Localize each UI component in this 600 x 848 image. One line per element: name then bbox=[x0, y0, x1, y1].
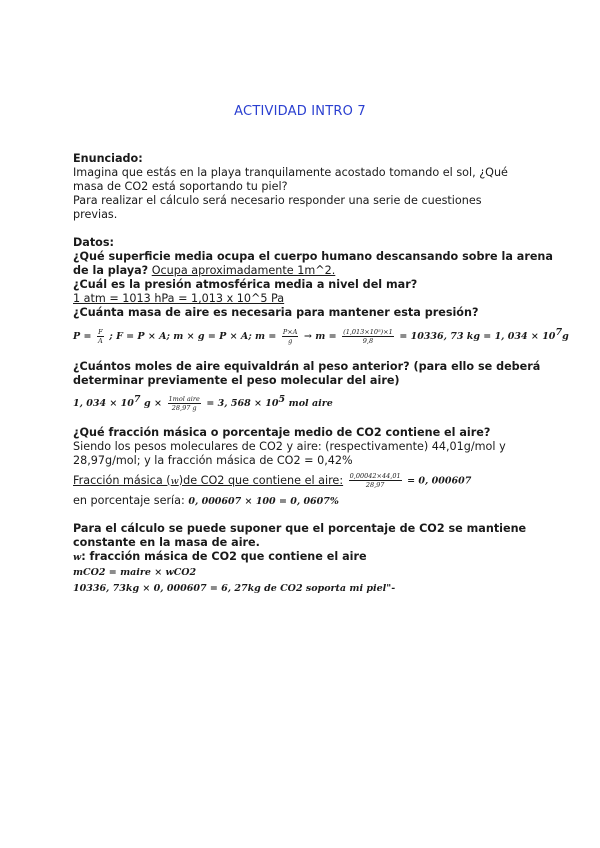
eq-middle: ; F = P × A; m × g = P × A; m = bbox=[109, 331, 277, 342]
fraction-numerator: F bbox=[98, 327, 103, 336]
fraction-co2 bbox=[349, 472, 402, 489]
w-definition-text: : fracción másica de CO2 que contiene el aire bbox=[81, 550, 367, 563]
fraction-denominator: A bbox=[97, 336, 103, 345]
eq-mass-exponent: 7 bbox=[133, 394, 141, 405]
question-fraction: ¿Qué fracción másica o porcentaje medio de CO2 contiene el aire? bbox=[73, 426, 491, 439]
eq-moles-unit: mol aire bbox=[288, 398, 333, 409]
fraction-pa-over-g bbox=[282, 328, 299, 345]
eq-times: g × bbox=[144, 398, 162, 409]
equation-mco2: mCO2 = maire × wCO2 bbox=[73, 567, 197, 578]
percentage-label: en porcentaje sería: bbox=[73, 494, 185, 507]
question-surface-line-1: ¿Qué superficie media ocupa el cuerpo humano descansando sobre la arena bbox=[73, 250, 553, 263]
w-definition bbox=[73, 550, 367, 565]
fraction-numerator: (1,013×10⁵)×1 bbox=[343, 327, 393, 336]
fraction-f-over-a bbox=[97, 328, 104, 345]
label-part: )de CO2 que contiene el aire: bbox=[178, 473, 344, 487]
question-surface-line-2 bbox=[73, 264, 335, 278]
question-moles-line-1: ¿Cuántos moles de aire equivaldrán al peso anterior? (para ello se deberá bbox=[73, 360, 541, 373]
eq-p-label: P = bbox=[73, 331, 92, 342]
fraction-denominator: 28,97 bbox=[365, 481, 385, 489]
answer-pressure: 1 atm = 1013 hPa = 1,013 x 10^5 Pa bbox=[73, 292, 285, 305]
question-surface-tail: de la playa? bbox=[73, 264, 149, 277]
enunciado-line-2: masa de CO2 está soportando tu piel? bbox=[73, 180, 288, 193]
percentage-line bbox=[73, 494, 339, 509]
answer-surface: Ocupa aproximadamente 1m^2. bbox=[151, 264, 336, 277]
eq-moles-result: = 3, 568 × 10 bbox=[206, 398, 279, 409]
fraction-numerator: 1mol aire bbox=[168, 394, 200, 403]
fraction-denominator: 9,8 bbox=[362, 336, 374, 345]
final-line-2: constante en la masa de aire. bbox=[73, 536, 260, 549]
equation-air-mass bbox=[73, 326, 569, 345]
fraction-line-3: 28,97g/mol; y la fracción másica de CO2 = 0,42% bbox=[73, 454, 353, 467]
fraction-numerator: P×A bbox=[282, 327, 298, 336]
fraction-molar-mass bbox=[168, 395, 201, 412]
percentage-equation: 0, 000607 × 100 = 0, 0607% bbox=[188, 496, 339, 507]
mass-fraction-label bbox=[73, 474, 343, 487]
datos-label: Datos: bbox=[73, 236, 115, 249]
question-air-mass: ¿Cuánta masa de aire es necesaria para mantener esta presión? bbox=[73, 306, 479, 319]
equation-final-result: 10336, 73kg × 0, 000607 = 6, 27kg de CO2 soporta mi piel"- bbox=[73, 583, 396, 594]
eq-result-exponent: 7 bbox=[555, 327, 563, 338]
mass-fraction-result: = 0, 000607 bbox=[407, 475, 472, 487]
w-symbol: w bbox=[170, 475, 179, 487]
w-symbol: w bbox=[73, 552, 82, 563]
question-moles-line-2: determinar previamente el peso molecular del aire) bbox=[73, 374, 400, 387]
fraction-denominator: 28,97 g bbox=[171, 403, 197, 412]
final-line-1: Para el cálculo se puede suponer que el porcentaje de CO2 se mantiene bbox=[73, 522, 527, 535]
fraction-numerator: 0,00042×44,01 bbox=[349, 472, 401, 480]
enunciado-line-3: Para realizar el cálculo será necesario responder una serie de cuestiones bbox=[73, 194, 482, 207]
question-pressure: ¿Cuál es la presión atmosférica media a nivel del mar? bbox=[73, 278, 418, 291]
fraction-values bbox=[342, 328, 394, 345]
fraction-line-2: Siendo los pesos moleculares de CO2 y aire: (respectivamente) 44,01g/mol y bbox=[73, 440, 506, 453]
eq-moles-exponent: 5 bbox=[278, 394, 286, 405]
eq-result-unit: g bbox=[562, 331, 569, 342]
enunciado-line-1: Imagina que estás en la playa tranquilamente acostado tomando el sol, ¿Qué bbox=[73, 166, 508, 179]
mass-fraction-equation bbox=[73, 472, 471, 489]
page-title: ACTIVIDAD INTRO 7 bbox=[234, 104, 366, 119]
label-part: Fracción másica ( bbox=[73, 473, 171, 487]
eq-mass: 1, 034 × 10 bbox=[73, 398, 134, 409]
eq-arrow: → m = bbox=[304, 331, 337, 342]
fraction-denominator: g bbox=[288, 336, 293, 345]
enunciado-line-4: previas. bbox=[73, 208, 118, 221]
eq-result: = 10336, 73 kg = 1, 034 × 10 bbox=[399, 331, 556, 342]
equation-moles bbox=[73, 393, 333, 412]
enunciado-label: Enunciado: bbox=[73, 152, 143, 165]
